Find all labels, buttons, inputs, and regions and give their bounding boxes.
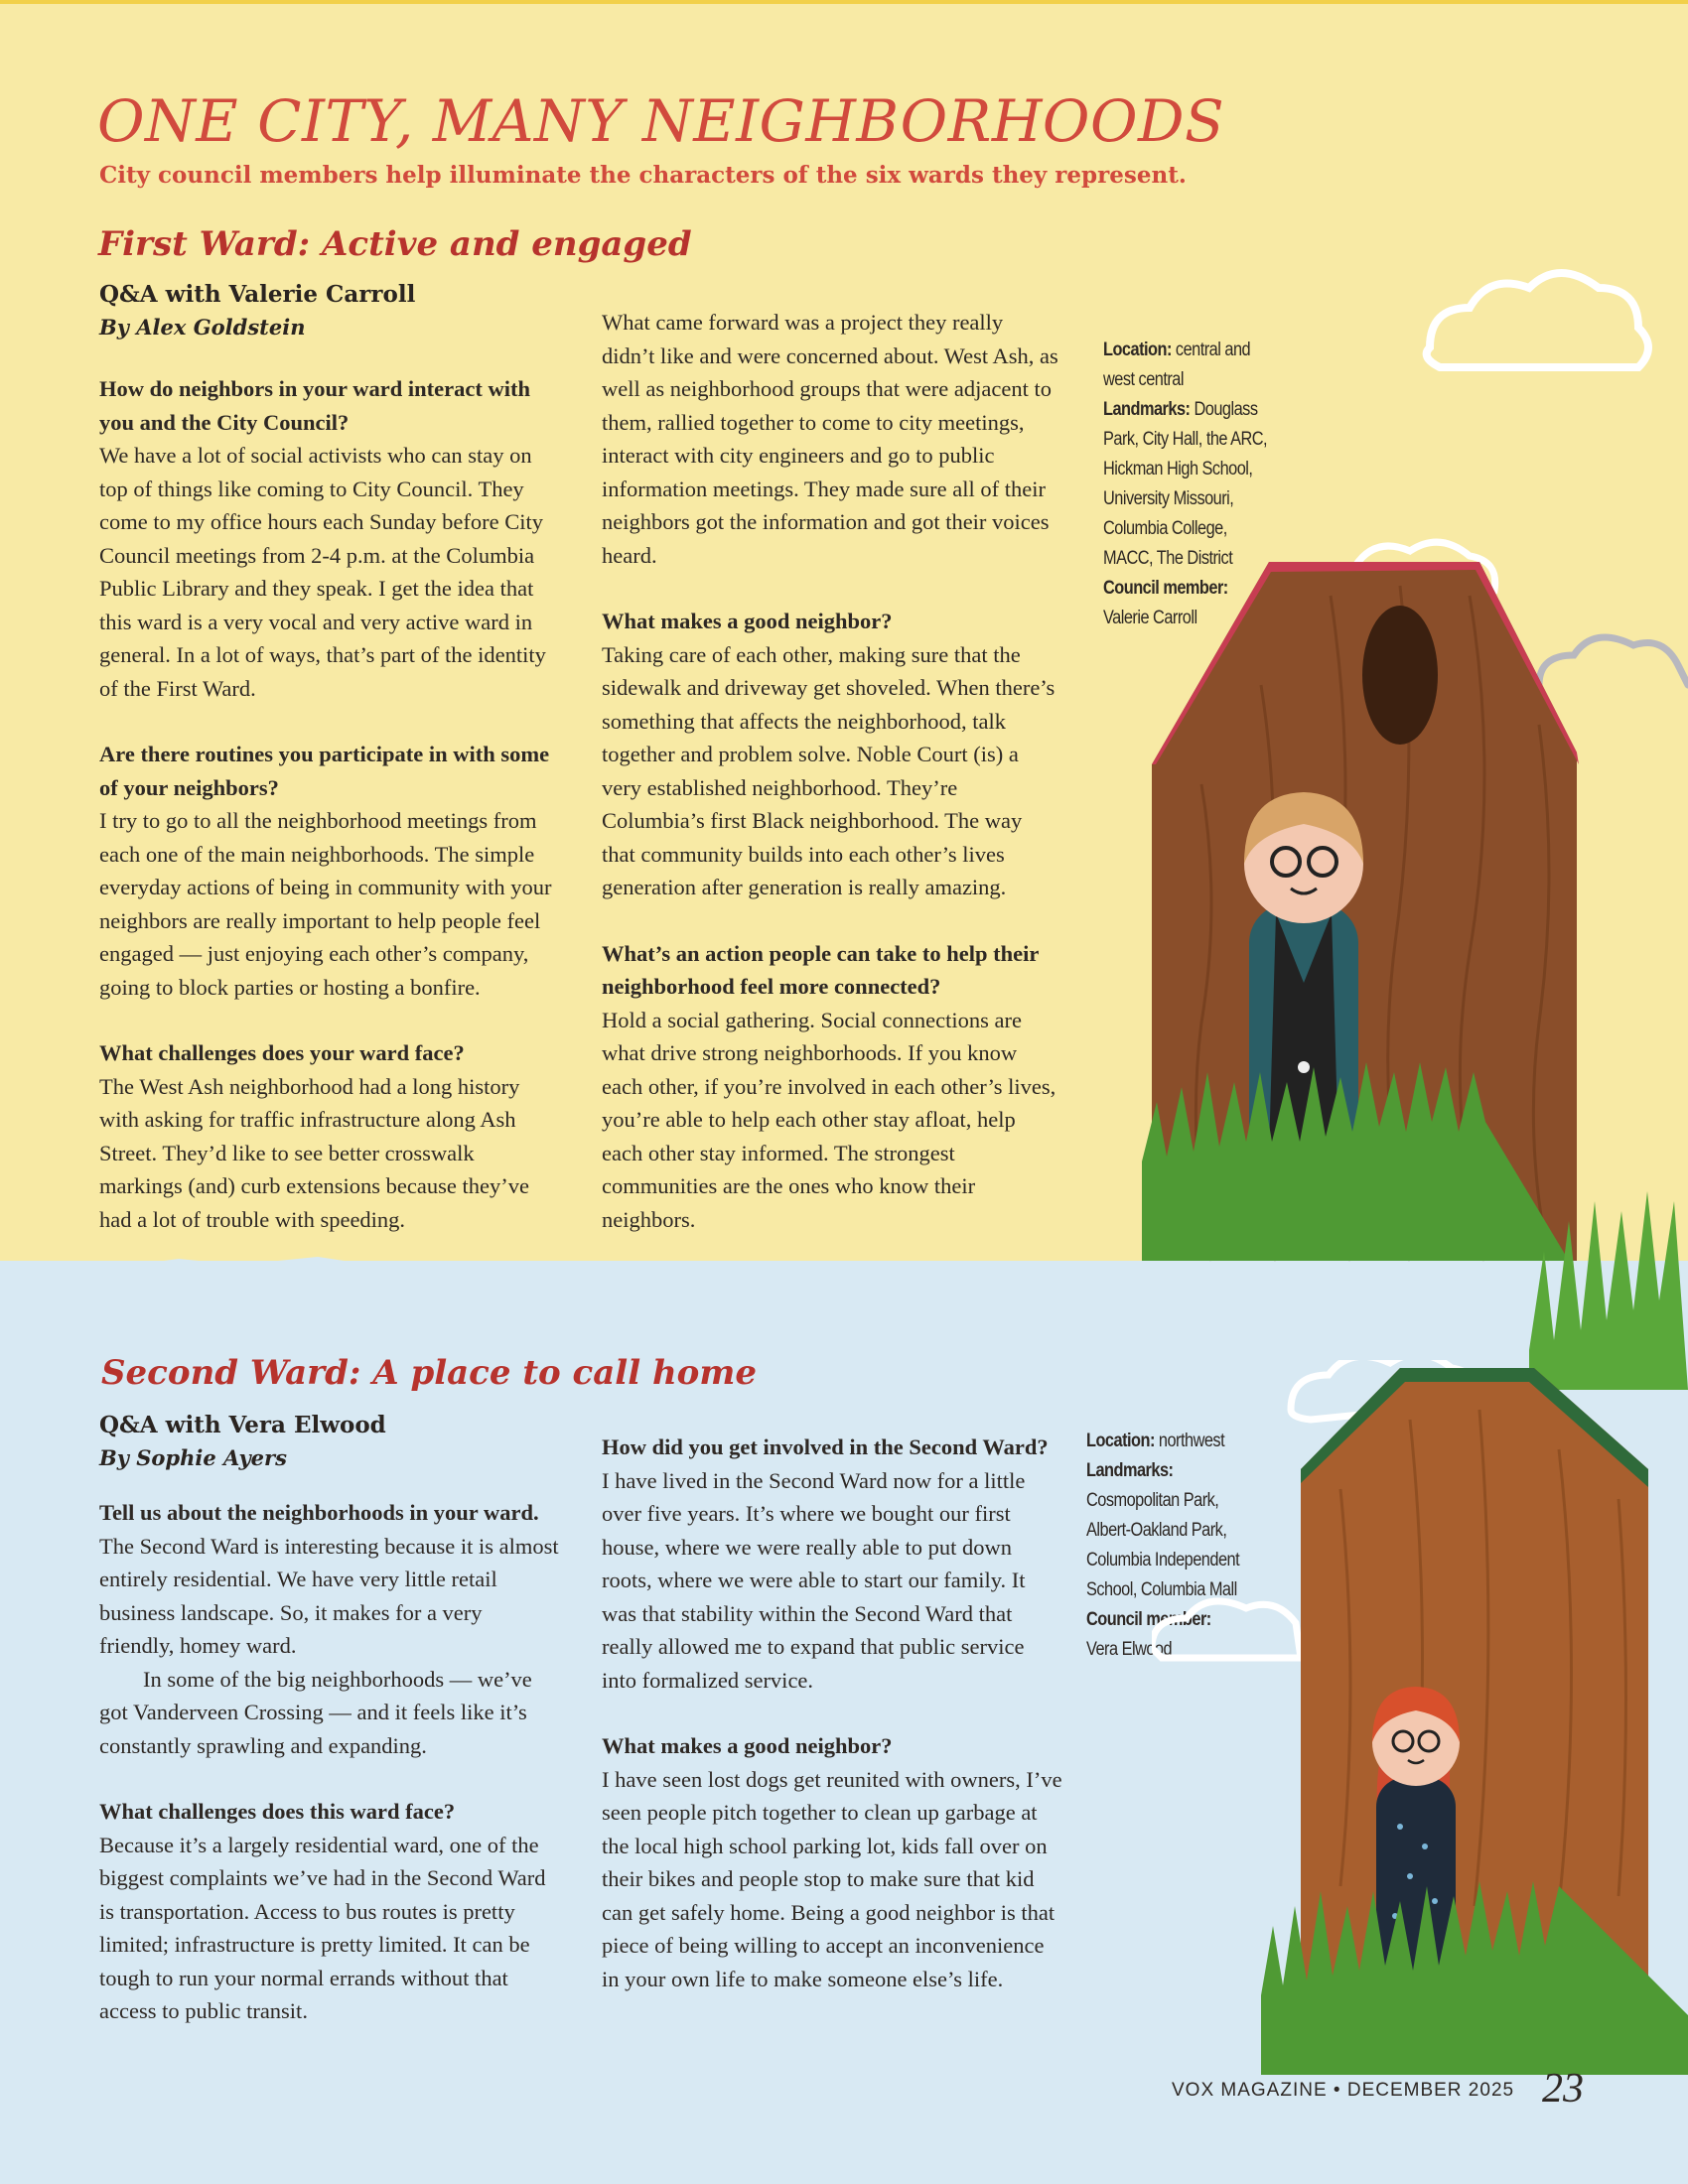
answer: Hold a social gathering. Social connections are what drive strong neighborhoods. If you know each other, if you’re involved in each other’s lives, you’re able to help each other stay afloat, help each other stay informed. The strongest communities are the ones who know their neighbors. xyxy=(602,1007,1056,1232)
location-value: northwest xyxy=(1158,1431,1225,1451)
page-subtitle: City council members help illuminate the characters of the six wards they represent. xyxy=(99,162,1187,189)
qa-block xyxy=(602,1431,1063,1697)
question: Are there routines you participate in with some of your neighbors? xyxy=(99,742,550,800)
landmarks-value: Douglass Park, City Hall, the ARC, Hickman High School, University Missouri, Columbia College, MACC, The District xyxy=(1103,399,1268,569)
qa-block xyxy=(99,1036,560,1236)
answer: The Second Ward is interesting because it is almost entirely residential. We have very little retail business landscape. So, it makes for a very friendly, homey ward. xyxy=(99,1533,559,1658)
question: What makes a good neighbor? xyxy=(602,609,893,633)
council-member-value: Vera Elwood xyxy=(1086,1639,1173,1660)
ward1-house-illustration xyxy=(1142,268,1688,1390)
question: What challenges does this ward face? xyxy=(99,1799,456,1824)
location-label: Location: xyxy=(1086,1431,1155,1451)
ward2-house-illustration xyxy=(1152,1360,1688,2075)
qa-block xyxy=(602,1729,1063,1995)
answer: Taking care of each other, making sure that the sidewalk and driveway get shoveled. When there’s something that affects the neighborhood, talk together and problem solve. Noble Court (is) a very established neighborhood. They’re Columbia’s first Black neighborhood. The way that community builds into each other’s lives generation after generation is really amazing. xyxy=(602,641,1055,899)
ward1-heading: First Ward: Active and engaged xyxy=(98,224,692,264)
ward2-qa-title: Q&A with Vera Elwood xyxy=(99,1412,386,1438)
answer: Because it’s a largely residential ward, one of the biggest complaints we’ve had in the Second Ward is transportation. Access to bus routes is pretty limited; infrastructure is pretty limited. It can be tough to run your normal errands without that access to public transit. xyxy=(99,1832,546,2023)
council-member-label: Council member: xyxy=(1103,578,1228,599)
landmarks-label: Landmarks: xyxy=(1086,1460,1174,1481)
ward1-column-2 xyxy=(602,306,1060,1269)
top-rule xyxy=(0,0,1688,4)
question: How did you get involved in the Second Ward? xyxy=(602,1434,1049,1459)
answer: I try to go to all the neighborhood meetings from each one of the main neighborhoods. The simple everyday actions of being in community with your neighbors are really important to help people feel engaged — just enjoying each other’s company, going to block parties or hosting a bonfire. xyxy=(99,808,552,1000)
qa-block xyxy=(99,372,560,705)
question: What challenges does your ward face? xyxy=(99,1040,465,1065)
location-label: Location: xyxy=(1103,340,1172,360)
ward2-column-2 xyxy=(602,1431,1063,2028)
qa-block xyxy=(99,1795,560,2028)
ward1-column-1 xyxy=(99,372,560,1269)
question: What’s an action people can take to help their neighborhood feel more connected? xyxy=(602,940,1040,999)
page-number: 23 xyxy=(1542,2066,1584,2112)
ward2-heading: Second Ward: A place to call home xyxy=(101,1353,757,1393)
answer: I have seen lost dogs get reunited with owners, I’ve seen people pitch together to clean up garbage at the local high school parking lot, kids fall over on their bikes and people stop to make sure that kid can get safely home. Being a good neighbor is that piece of being willing to accept an inconvenience in your own life to make someone else’s life. xyxy=(602,1766,1062,1991)
council-member-label: Council member: xyxy=(1086,1609,1211,1630)
ward1-qa-title: Q&A with Valerie Carroll xyxy=(99,281,416,308)
answer: We have a lot of social activists who can stay on top of things like coming to City Council. They come to my office hours each Sunday before City Council meetings from 2-4 p.m. at the Columbia Public Library and they speak. I get the idea that this ward is a very vocal and very active ward in general. In a lot of ways, that’s part of the identity of the First Ward. xyxy=(99,443,546,701)
ward1-byline: By Alex Goldstein xyxy=(99,315,306,340)
question: Tell us about the neighborhoods in your ward. xyxy=(99,1500,539,1525)
answer-paragraph: In some of the big neighborhoods — we’ve got Vanderveen Crossing — and it feels like it’s constantly sprawling and expanding. xyxy=(99,1666,532,1758)
continued-answer: What came forward was a project they really didn’t like and were concerned about. West Ash, as well as neighborhood groups that were adjacent to them, rallied together to come to city meetings, interact with city engineers and go to public information meetings. They made sure all of their neighbors got the information and got their voices heard. xyxy=(602,310,1058,568)
question: How do neighbors in your ward interact with you and the City Council? xyxy=(99,376,530,435)
page-title: ONE CITY, MANY NEIGHBORHOODS xyxy=(97,87,1225,155)
ward2-column-1 xyxy=(99,1496,560,2061)
answer: The West Ash neighborhood had a long history with asking for traffic infrastructure along Ash Street. They’d like to see better crosswalk markings (and) curb extensions because they’ve had a lot of trouble with speeding. xyxy=(99,1073,529,1232)
landmarks-label: Landmarks: xyxy=(1103,399,1191,420)
qa-block xyxy=(99,738,560,1004)
question: What makes a good neighbor? xyxy=(602,1733,893,1758)
cloud-doodle-icon xyxy=(1427,273,1648,367)
council-member-value: Valerie Carroll xyxy=(1103,608,1197,628)
qa-block xyxy=(602,605,1060,904)
qa-block xyxy=(99,1496,560,1762)
landmarks-value: Cosmopolitan Park, Albert-Oakland Park, Columbia Independent School, Columbia Mall xyxy=(1086,1490,1240,1600)
ward2-byline: By Sophie Ayers xyxy=(99,1445,287,1470)
answer: I have lived in the Second Ward now for a little over five years. It’s where we bought our first house, where we were really able to put down roots, where we were able to start our family. It was that stability within the Second Ward that really allowed me to expand that public service into formalized service. xyxy=(602,1467,1026,1693)
publication-footer: VOX MAGAZINE • DECEMBER 2025 xyxy=(1172,2080,1515,2101)
qa-block xyxy=(602,937,1060,1237)
location-value: central and west central xyxy=(1103,340,1251,390)
